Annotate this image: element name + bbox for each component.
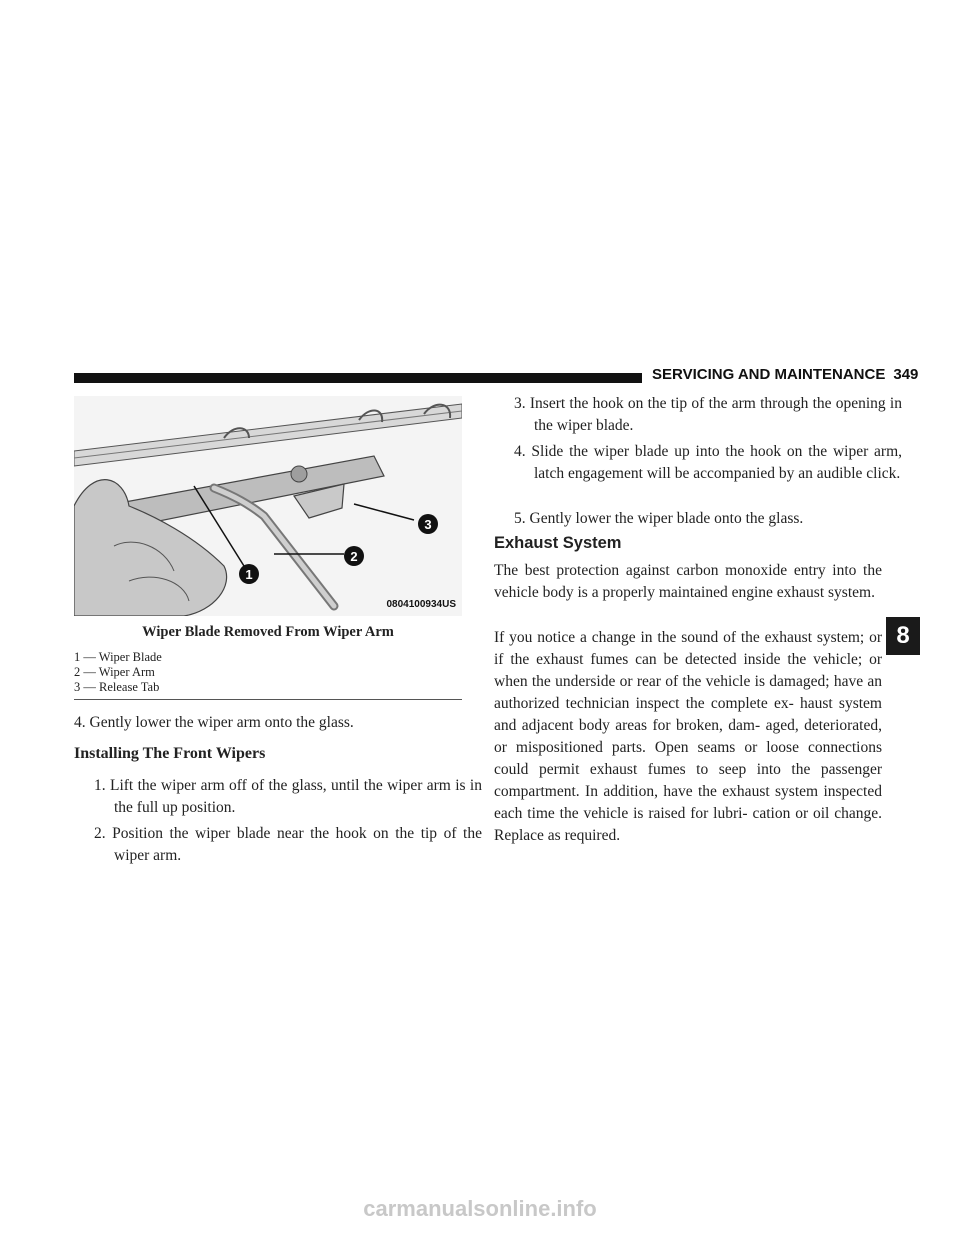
- wiper-illustration: [74, 396, 462, 616]
- chapter-tab: 8: [886, 617, 920, 655]
- figure-code: 0804100934US: [386, 599, 456, 610]
- exhaust-para-1: The best protection against carbon monoxide entry into the vehicle body is a properly maintained engine exhaust system.: [494, 562, 882, 601]
- figure-caption: Wiper Blade Removed From Wiper Arm: [142, 624, 394, 640]
- exhaust-para-2: If you notice a change in the sound of the exhaust system; or if the exhaust fumes can be detected inside the vehicle; or when the underside or rear of the vehicle is damaged; have an authorized technician inspect the complete ex- haust system and adjacent body areas for broken, dam- aged, deteriorated, or mispositioned parts. Open seams or loose connections could permit exhaust fumes to seep into the passenger compartment. In addition, have the exhaust system inspected each time the vehicle is raised for lubri- cation or oil change. Replace as required.: [494, 629, 882, 844]
- callout-1-label: 1: [245, 567, 253, 582]
- legend-item: 2 — Wiper Arm: [74, 665, 155, 679]
- install-step-1: 1. Lift the wiper arm off of the glass, until the wiper arm is in the full up position.: [94, 777, 482, 816]
- watermark: carmanualsonline.info: [363, 1196, 597, 1221]
- page-number: 349: [893, 366, 919, 383]
- install-step-2: 2. Position the wiper blade near the hook on the tip of the wiper arm.: [94, 825, 482, 864]
- running-header: [652, 366, 919, 383]
- figure-legend: [74, 650, 462, 700]
- callout-3-label: 3: [424, 517, 432, 532]
- legend-item: 1 — Wiper Blade: [74, 650, 162, 664]
- install-step-5: 5. Gently lower the wiper blade onto the glass.: [514, 510, 804, 527]
- header-rule: [74, 373, 642, 383]
- callout-2-label: 2: [350, 549, 358, 564]
- left-step-4: 4. Gently lower the wiper arm onto the glass.: [74, 714, 354, 731]
- install-step-4: 4. Slide the wiper blade up into the hook on the wiper arm, latch engagement will be accompanied by an audible click.: [514, 443, 902, 482]
- section-title: SERVICING AND MAINTENANCE: [652, 366, 886, 383]
- installing-subheading: Installing The Front Wipers: [74, 745, 266, 762]
- legend-item: 3 — Release Tab: [74, 680, 160, 694]
- exhaust-heading: Exhaust System: [494, 534, 622, 552]
- install-step-3: 3. Insert the hook on the tip of the arm through the opening in the wiper blade.: [514, 395, 902, 434]
- wiper-figure: [74, 396, 462, 616]
